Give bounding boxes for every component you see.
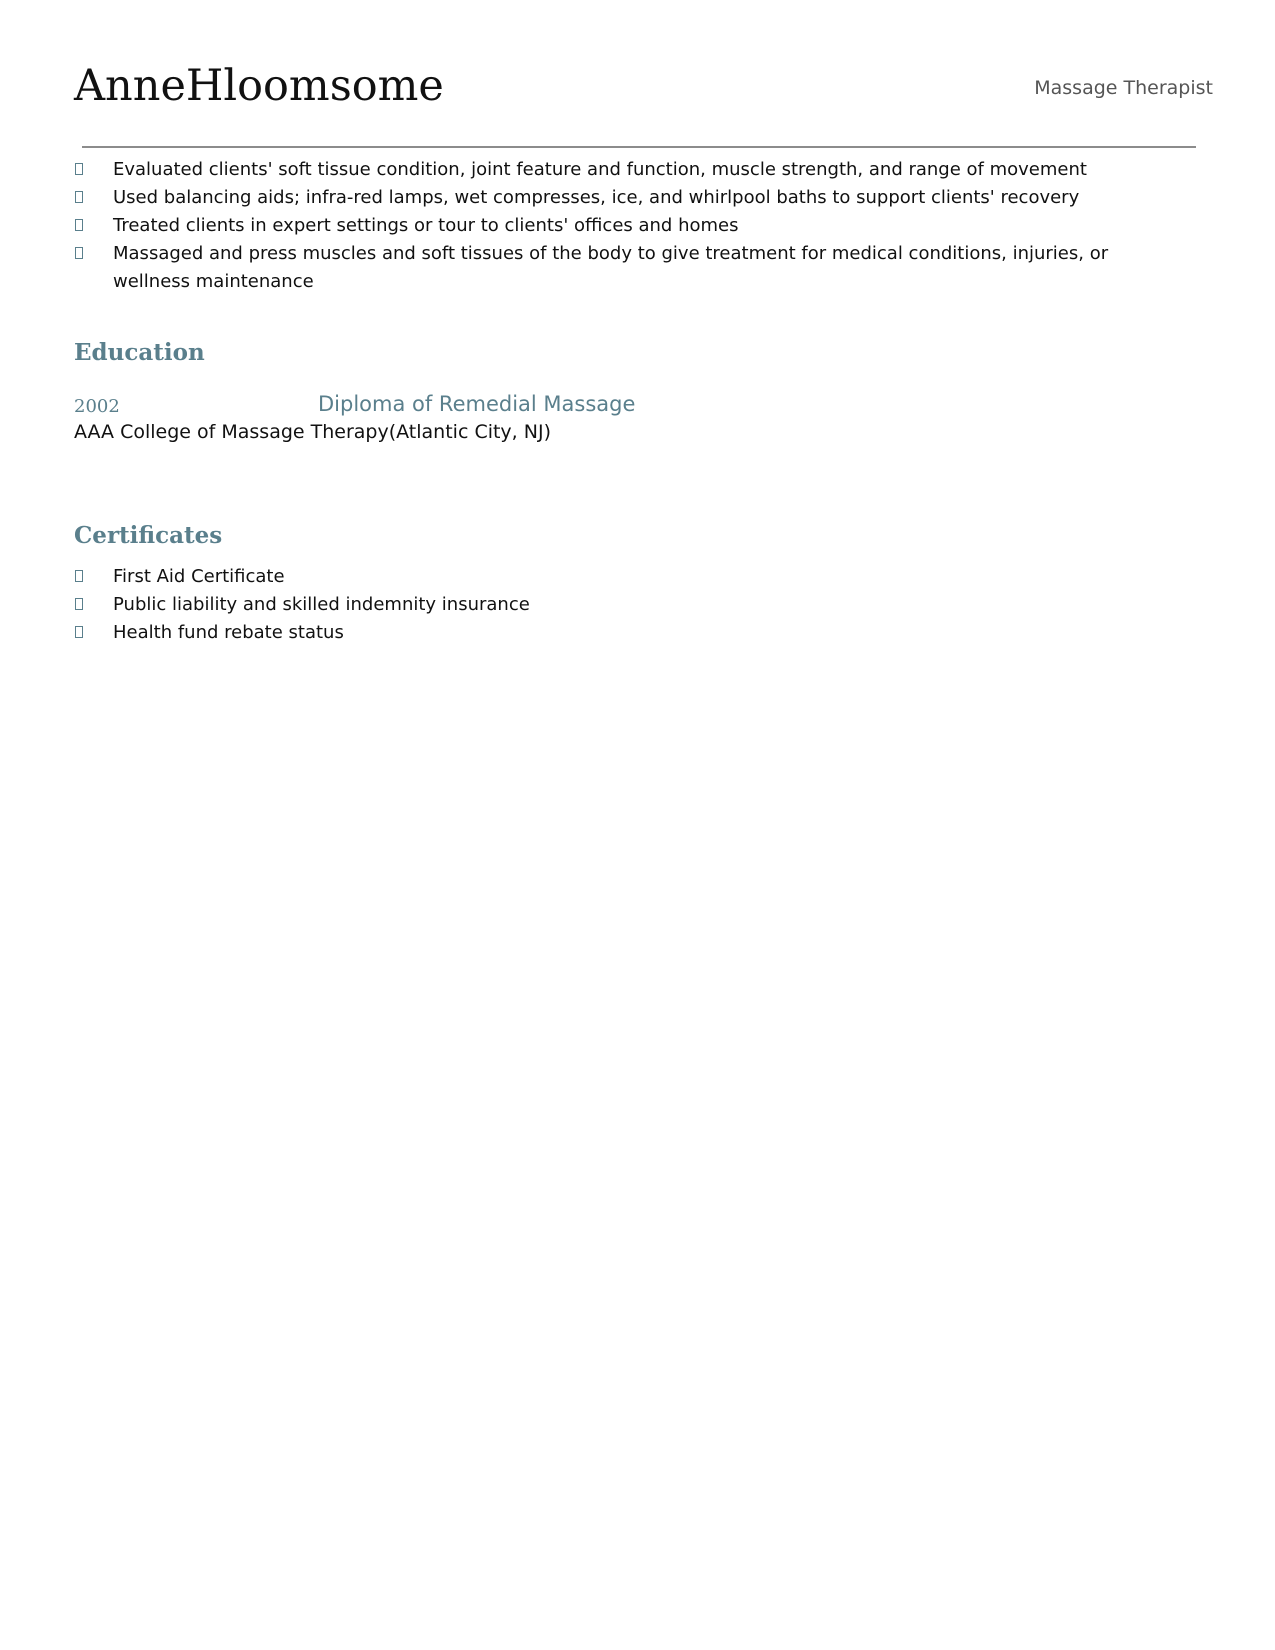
header-divider [82,146,1196,148]
bullet-icon [75,626,83,638]
job-title: Massage Therapist [1034,77,1213,99]
experience-bullet-text: Used balancing aids; infra-red lamps, wet compresses, ice, and whirlpool baths to support clients' recovery [113,187,1080,208]
certificate-item [74,563,1114,591]
certificate-item [74,619,1114,647]
experience-bullet-text: Evaluated clients' soft tissue condition, joint feature and function, muscle strength, and range of movement [113,159,1087,180]
education-school: AAA College of Massage Therapy(Atlantic City, NJ) [74,421,551,443]
experience-bullet-item [74,212,1114,240]
bullet-icon [75,219,83,231]
resume-name: AnneHloomsome [74,61,444,111]
experience-bullet-item [74,240,1114,296]
certificates-list [74,563,1114,647]
certificate-text: Public liability and skilled indemnity insurance [113,594,530,615]
bullet-icon [75,570,83,582]
certificate-text: Health fund rebate status [113,622,344,643]
experience-bullet-item [74,184,1114,212]
experience-bullet-list [74,156,1114,296]
bullet-icon [75,163,83,175]
certificate-text: First Aid Certificate [113,566,285,587]
certificates-heading: Certificates [74,522,223,549]
certificate-item [74,591,1114,619]
bullet-icon [75,247,83,259]
bullet-icon [75,598,83,610]
experience-bullet-item [74,156,1114,184]
bullet-icon [75,191,83,203]
education-heading: Education [74,339,205,366]
education-degree: Diploma of Remedial Massage [318,392,636,416]
education-year: 2002 [74,396,120,417]
experience-bullet-text: Treated clients in expert settings or tour to clients' offices and homes [113,215,739,236]
experience-bullet-text: Massaged and press muscles and soft tissues of the body to give treatment for medical conditions, injuries, or wellness maintenance [113,243,1109,292]
